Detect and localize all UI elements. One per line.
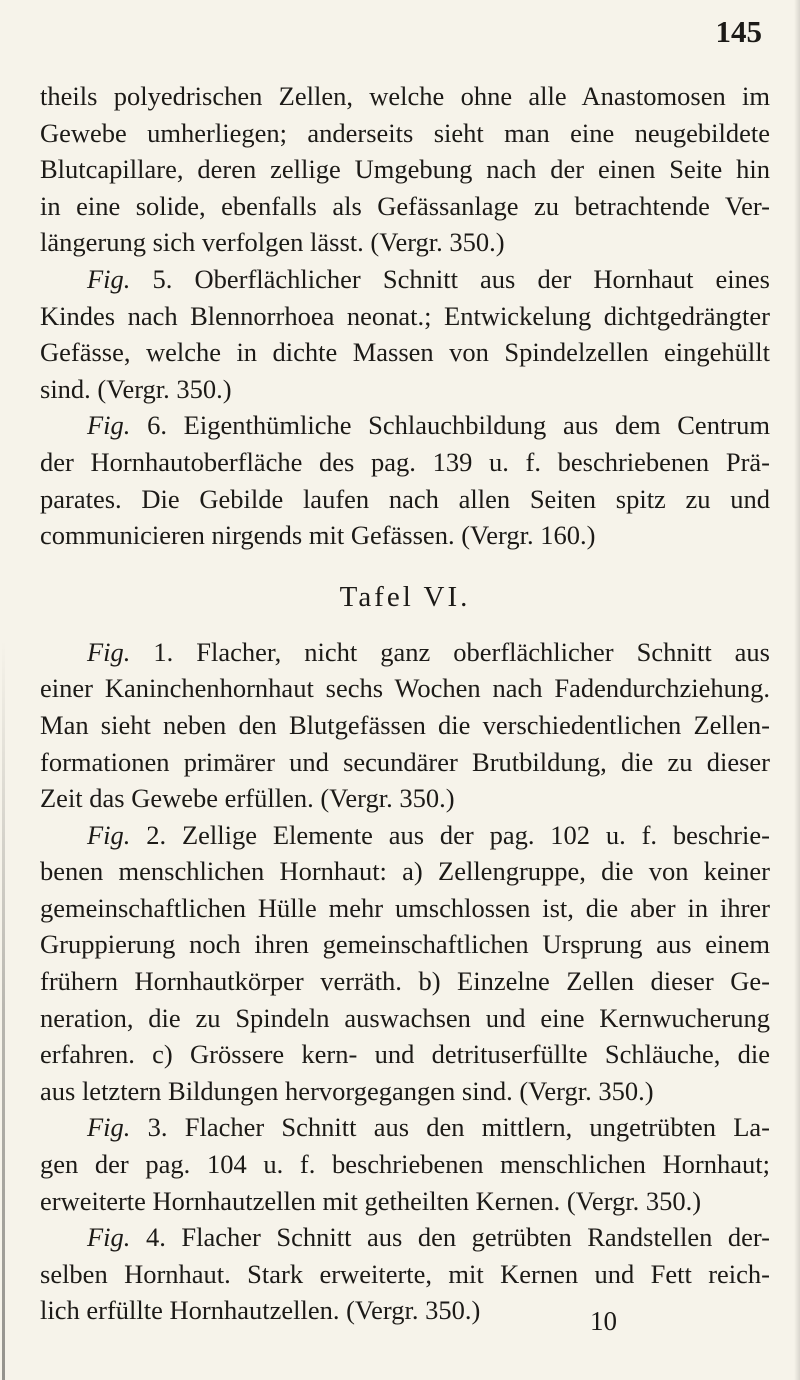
text-line: selben Hornhaut. Stark erweiterte, mit Kernen und Fett reich-	[40, 1258, 770, 1289]
text-line: sind. (Vergr. 350.)	[40, 373, 232, 404]
text-line	[40, 634, 770, 671]
text-line	[40, 1219, 770, 1256]
signature-mark: 10	[590, 1306, 617, 1336]
body-text	[40, 78, 770, 1329]
text-line	[40, 817, 770, 854]
text-line: Man sieht neben den Blutgefässen die verschiedentlichen Zellen-	[40, 709, 770, 740]
plate-6-figure-3-caption	[40, 1109, 770, 1219]
page-edge-shadow	[794, 0, 800, 1380]
caption-text: 6. Eigenthümliche Schlauchbildung aus dem Centrum	[130, 410, 770, 441]
caption-text: 2. Zellige Elemente aus der pag. 102 u. f. beschrie-	[130, 819, 770, 850]
figure-6-caption	[40, 407, 770, 553]
figure-label: Fig.	[87, 410, 131, 441]
figure-label: Fig.	[87, 1112, 131, 1143]
caption-text: 5. Oberflächlicher Schnitt aus der Hornhaut eines	[130, 263, 770, 294]
text-line: erweiterte Hornhautzellen mit getheilten Kernen. (Vergr. 350.)	[40, 1185, 702, 1216]
caption-text: 4. Flacher Schnitt aus den getrübten Randstellen der-	[130, 1222, 770, 1253]
text-line: Blutcapillare, deren zellige Umgebung nach der einen Seite hin	[40, 154, 770, 185]
text-line: lich erfüllte Hornhautzellen. (Vergr. 350.)	[40, 1295, 481, 1326]
text-line	[40, 407, 770, 444]
text-line: erfahren. c) Grössere kern- und detrituserfüllte Schläuche, die	[40, 1039, 770, 1070]
text-line: neration, die zu Spindeln auswachsen und eine Kernwucherung	[40, 1002, 770, 1033]
text-line: der Hornhautoberfläche des pag. 139 u. f. beschriebenen Prä-	[40, 446, 770, 477]
text-line: parates. Die Gebilde laufen nach allen Seiten spitz zu und	[40, 483, 770, 514]
caption-text: 3. Flacher Schnitt aus den mittlern, ungetrübten La-	[130, 1112, 770, 1143]
text-line: communicieren nirgends mit Gefässen. (Vergr. 160.)	[40, 520, 596, 551]
plate-6-figure-4-caption	[40, 1219, 770, 1329]
text-line: gen der pag. 104 u. f. beschriebenen menschlichen Hornhaut;	[40, 1149, 770, 1180]
text-line: gemeinschaftlichen Hülle mehr umschlossen ist, die aber in ihrer	[40, 892, 770, 923]
text-line: Zeit das Gewebe erfüllen. (Vergr. 350.)	[40, 783, 455, 814]
text-line: formationen primärer und secundärer Brutbildung, die zu dieser	[40, 746, 770, 777]
figure-label: Fig.	[87, 819, 131, 850]
text-line: Kindes nach Blennorrhoea neonat.; Entwickelung dichtgedrängter	[40, 300, 770, 331]
caption-text: 1. Flacher, nicht ganz oberflächlicher Schnitt aus	[130, 636, 770, 667]
text-line: Gefässe, welche in dichte Massen von Spindelzellen eingehüllt	[40, 337, 770, 368]
text-line: aus letztern Bildungen hervorgegangen sind. (Vergr. 350.)	[40, 1075, 654, 1106]
figure-5-caption	[40, 261, 770, 407]
text-line: in eine solide, ebenfalls als Gefässanlage zu betrachtende Ver-	[40, 190, 770, 221]
figure-label: Fig.	[87, 1222, 131, 1253]
binding-edge-mark	[2, 640, 5, 1380]
text-line: längerung sich verfolgen lässt. (Vergr. 350.)	[40, 227, 505, 258]
figure-label: Fig.	[87, 636, 131, 667]
text-line: Gruppierung noch ihren gemeinschaftlichen Ursprung aus einem	[40, 929, 770, 960]
figure-label: Fig.	[87, 263, 131, 294]
plate-6-figure-1-caption	[40, 634, 770, 817]
plate-6-figure-2-caption	[40, 817, 770, 1110]
text-line: frühern Hornhautkörper verräth. b) Einzelne Zellen dieser Ge-	[40, 966, 770, 997]
text-line	[40, 261, 770, 298]
page-number: 145	[715, 14, 762, 49]
text-line: benen menschlichen Hornhaut: a) Zellengruppe, die von keiner	[40, 856, 770, 887]
intro-paragraph	[40, 78, 770, 261]
text-line: Gewebe umherliegen; anderseits sieht man eine neugebildete	[40, 117, 770, 148]
text-line	[40, 1109, 770, 1146]
text-line: einer Kaninchenhornhaut sechs Wochen nach Fadendurchziehung.	[40, 673, 770, 704]
plate-heading: Tafel VI.	[339, 580, 471, 613]
text-line: theils polyedrischen Zellen, welche ohne alle Anastomosen im	[40, 81, 770, 111]
